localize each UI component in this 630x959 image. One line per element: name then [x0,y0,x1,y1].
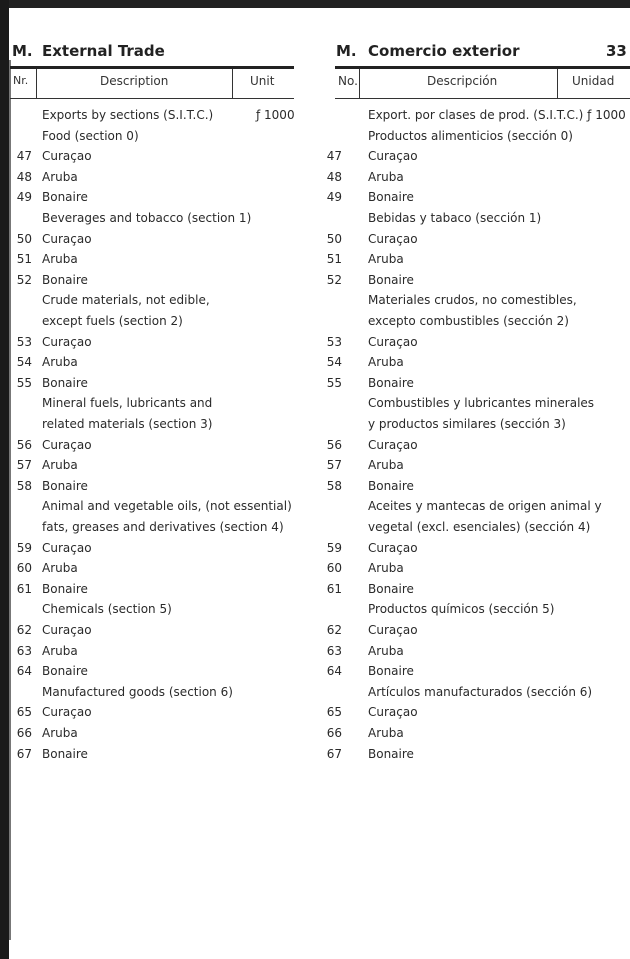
row-description-en: Bonaire [42,190,88,205]
column-header-unidad: Unidad [572,74,615,88]
row-description-en: Aruba [42,643,78,658]
row-description-en: Curaçao [42,231,92,246]
right-page-title: Comercio exterior [368,42,520,60]
row-number: 67 [326,746,342,761]
row-description-en: related materials (section 3) [42,417,213,431]
row-number: 54 [16,355,32,370]
column-divider [359,69,360,98]
row-number: 50 [16,231,32,246]
row-description-es: Aruba [368,561,404,576]
row-number: 47 [326,149,342,164]
row-number: 51 [326,252,342,267]
row-number: 54 [326,355,342,370]
column-divider [36,69,37,98]
row-description-en: Aruba [42,561,78,576]
row-description-es: Curaçao [368,334,418,349]
row-description-es: Aruba [368,643,404,658]
column-header-unit: Unit [250,74,275,88]
row-description-es: Aceites y mantecas de origen animal y [368,499,602,514]
row-description-en: Curaçao [42,540,92,555]
row-number: 55 [326,375,342,390]
row-number: 67 [16,746,32,761]
column-header-no: No. [338,74,358,88]
row-description-en: Aruba [42,252,78,267]
row-description-en: Bonaire [42,746,88,761]
row-description-en: Bonaire [42,581,88,596]
row-description-es: Bebidas y tabaco (sección 1) [368,211,542,225]
row-description-en: except fuels (section 2) [42,314,183,328]
column-divider [557,69,558,98]
row-description-es: Curaçao [368,149,418,164]
row-number: 59 [16,540,32,555]
row-unit: ƒ 1000 [256,108,295,122]
row-description-en: Exports by sections (S.I.T.C.) [42,108,214,122]
column-divider [232,69,233,98]
row-number: 53 [326,334,342,349]
row-description-en: Beverages and tobacco (section 1) [42,211,252,225]
row-description-en: Animal and vegetable oils, (not essential) [42,499,292,514]
row-description-en: Bonaire [42,664,88,679]
row-number: 58 [16,478,32,493]
row-number: 60 [326,561,342,576]
row-description-es: Curaçao [368,437,418,452]
scan-edge-left [0,0,9,959]
row-description-en: Mineral fuels, lubricants and [42,396,213,411]
row-description-es: Bonaire [368,664,414,679]
row-number: 47 [16,149,32,164]
row-description-en: Curaçao [42,334,92,349]
row-description-es: Bonaire [368,190,414,205]
row-description-en: Bonaire [42,272,88,287]
row-number: 64 [326,664,342,679]
row-description-es: Bonaire [368,746,414,761]
row-number: 57 [16,458,32,473]
row-description-es: Combustibles y lubricantes minerales [368,396,595,411]
row-number: 57 [326,458,342,473]
row-description-en: Chemicals (section 5) [42,602,172,617]
row-number: 62 [326,623,342,637]
row-description-es: Artículos manufacturados (sección 6) [368,684,593,699]
row-number: 52 [326,272,342,287]
row-description-en: Curaçao [42,149,92,164]
row-description-en: Crude materials, not edible, [42,293,210,308]
row-number: 60 [16,561,32,576]
right-header-rule [335,66,630,69]
left-header-bottom-rule [10,98,294,99]
row-description-en: Curaçao [42,437,92,452]
row-number: 58 [326,478,342,493]
row-description-es: Productos químicos (sección 5) [368,602,555,617]
row-number: 65 [326,705,342,720]
row-description-es: Bonaire [368,581,414,596]
scan-edge-top [0,0,630,8]
row-number: 55 [16,375,32,390]
row-number: 50 [326,231,342,246]
row-number: 66 [326,726,342,740]
row-description-es: Aruba [368,458,404,473]
right-header-bottom-rule [335,98,630,99]
row-description-es: Curaçao [368,540,418,555]
row-number: 61 [326,581,342,596]
row-description-es: Bonaire [368,478,414,493]
row-number: 65 [16,705,32,720]
row-number: 56 [16,437,32,452]
column-header-nr: Nr. [13,74,29,87]
row-description-es: Bonaire [368,375,414,390]
row-number: 48 [16,169,32,184]
row-description-en: Manufactured goods (section 6) [42,684,233,699]
row-number: 61 [16,581,32,596]
row-description-es: excepto combustibles (sección 2) [368,314,569,328]
row-number: 59 [326,540,342,555]
row-number: 64 [16,664,32,679]
row-description-es: Aruba [368,355,404,370]
row-description-en: Bonaire [42,478,88,493]
row-description-en: Curaçao [42,705,92,720]
row-number: 63 [326,643,342,658]
row-description-es: Productos alimenticios (sección 0) [368,128,573,143]
row-number: 56 [326,437,342,452]
row-description-es: Curaçao [368,231,418,246]
row-description-es: vegetal (excl. esenciales) (sección 4) [368,520,591,534]
left-section-letter: M. [12,42,33,60]
row-number: 53 [16,334,32,349]
row-description-en: Aruba [42,355,78,370]
row-description-es: y productos similares (sección 3) [368,417,566,431]
row-description-es: Export. por clases de prod. (S.I.T.C.) ƒ 1000 [368,108,626,122]
row-description-es: Curaçao [368,705,418,720]
page-number: 33 [606,42,627,60]
row-description-es: Aruba [368,726,404,740]
row-description-es: Aruba [368,169,404,184]
row-number: 51 [16,252,32,267]
row-number: 52 [16,272,32,287]
row-number: 63 [16,643,32,658]
row-number: 48 [326,169,342,184]
row-description-en: Aruba [42,169,78,184]
left-header-rule [10,66,294,69]
right-section-letter: M. [336,42,357,60]
row-description-es: Bonaire [368,272,414,287]
row-number: 49 [326,190,342,205]
row-description-en: Food (section 0) [42,128,139,143]
row-number: 49 [16,190,32,205]
column-header-description: Description [100,74,169,88]
row-description-en: Curaçao [42,623,92,637]
row-description-es: Aruba [368,252,404,267]
row-number: 62 [16,623,32,637]
row-description-en: Aruba [42,726,78,740]
left-page-title: External Trade [42,42,165,60]
row-description-es: Materiales crudos, no comestibles, [368,293,577,308]
row-number: 66 [16,726,32,740]
row-description-en: Bonaire [42,375,88,390]
column-header-descripcion: Descripción [427,74,498,88]
row-description-en: Aruba [42,458,78,473]
row-description-en: fats, greases and derivatives (section 4) [42,520,284,534]
row-description-es: Curaçao [368,623,418,637]
